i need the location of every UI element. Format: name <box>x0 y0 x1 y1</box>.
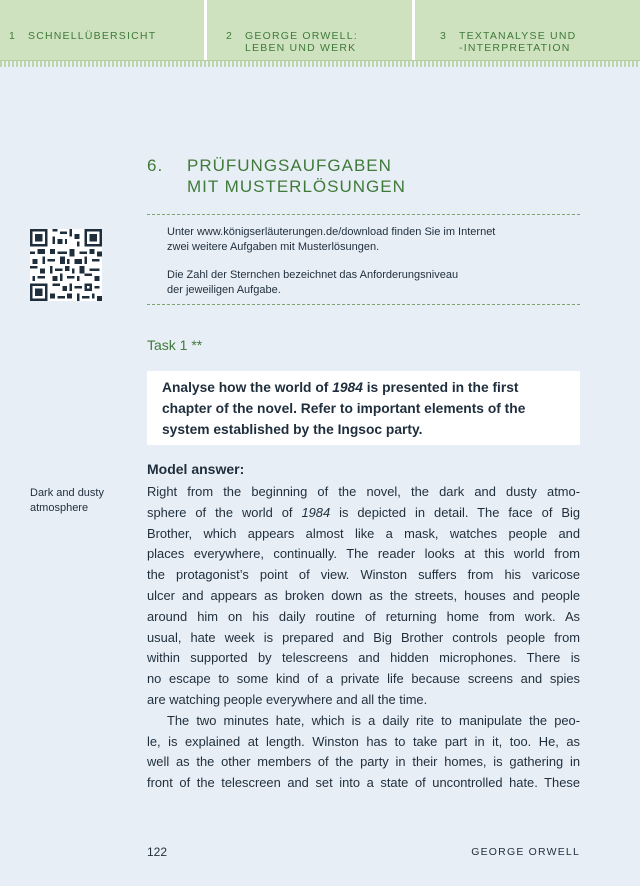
text-line: around him on his daily routine of returning home from work. As <box>147 608 580 624</box>
text-line: usual, hate week is prepared and Big Brother controls people from <box>147 629 580 645</box>
text-line: le, is explained at length. Winston has to take part in it, too. He, as <box>147 733 580 749</box>
text-line: front of the telescreen and set into a state of uncontrolled hate. These <box>147 775 580 791</box>
note-line: Unter www.königserläuterungen.de/download finden Sie im Internet <box>167 226 496 238</box>
text-line: places everywhere, continually. The reader looks at this world from <box>147 546 580 562</box>
task-line: system established by the Ingsoc party. <box>162 422 423 437</box>
task-prompt-box <box>147 371 580 445</box>
tab-number: 1 <box>8 30 16 42</box>
page-number: 122 <box>147 845 168 859</box>
model-answer-text <box>147 482 580 794</box>
qr-code-icon[interactable] <box>30 229 102 301</box>
divider-bottom <box>147 304 580 305</box>
text-line: the protagonist’s point of view. Winston suffers from his varicose <box>147 567 580 583</box>
tab-label: SCHNELLÜBERSICHT <box>28 30 157 42</box>
note-line: der jeweiligen Aufgabe. <box>167 284 281 296</box>
text-line: no escape to some kind of a private life because screens and spies <box>147 671 580 687</box>
text-line: within supported by telescreens and hidden microphones. There is <box>147 650 580 666</box>
difficulty-note <box>167 268 567 298</box>
tab-schnelluebersicht[interactable] <box>0 0 207 60</box>
text-line: Brother, which appears almost like a mask, watches people and <box>147 525 580 541</box>
chapter-number: 6. <box>147 156 164 175</box>
task-line: chapter of the novel. Refer to important elements of the <box>162 401 526 416</box>
tab-number: 2 <box>225 30 233 42</box>
text-line: The two minutes hate, which is a daily rite to manipulate the peo- <box>167 712 580 728</box>
tab-label: TEXTANALYSE UND -INTERPRETATION <box>459 30 577 54</box>
header-tabs <box>0 0 640 60</box>
tab-leben-und-werk[interactable] <box>207 0 415 60</box>
header-divider <box>0 60 640 67</box>
tab-label: GEORGE ORWELL: LEBEN UND WERK <box>245 30 358 54</box>
text-line: are watching people everywhere and all the time. <box>147 691 428 707</box>
note-line: Die Zahl der Sternchen bezeichnet das Anforderungsniveau <box>167 269 459 281</box>
model-answer-label: Model answer: <box>147 461 245 477</box>
chapter-title: PRÜFUNGSAUFGABEN MIT MUSTERLÖSUNGEN <box>187 156 406 196</box>
task-label: Task 1 ** <box>147 337 203 353</box>
running-footer-title: GEORGE ORWELL <box>471 846 580 858</box>
tab-textanalyse[interactable] <box>415 0 640 60</box>
divider-top <box>147 214 580 215</box>
text-line: Right from the beginning of the novel, the dark and dusty atmo- <box>147 484 580 499</box>
text-line: ulcer and appears as broken down as the streets, houses and people <box>147 587 580 603</box>
margin-note: Dark and dusty atmosphere <box>30 487 104 514</box>
tab-number: 3 <box>439 30 447 42</box>
note-line: zwei weitere Aufgaben mit Musterlösungen. <box>167 241 380 253</box>
text-line: sphere of the world of 1984 is depicted in detail. The face of Big <box>147 504 580 520</box>
text-line: well as the other members of the party in their homes, is gathering in <box>147 754 580 770</box>
task-line: Analyse how the world of 1984 is presented in the first <box>162 380 519 395</box>
download-note <box>167 225 567 255</box>
